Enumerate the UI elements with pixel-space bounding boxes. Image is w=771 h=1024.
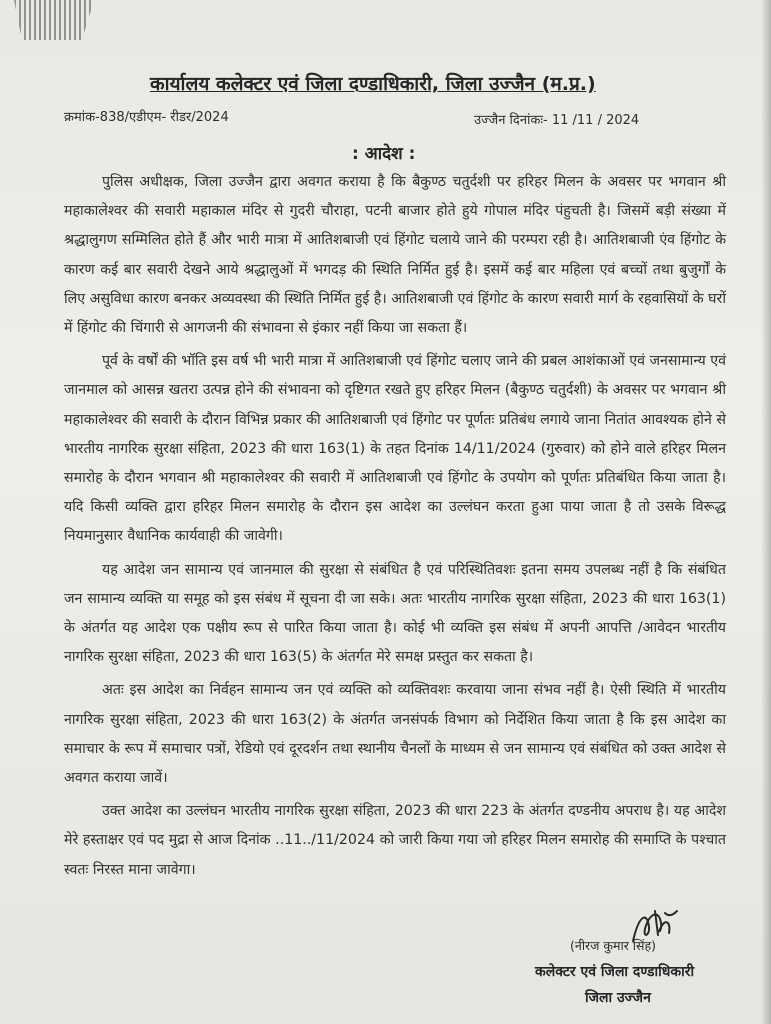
signatory-designation: कलेक्टर एवं जिला दण्डाधिकारी <box>535 964 695 980</box>
order-body <box>64 168 726 889</box>
order-date: उज्जैन दिनांकः- 11 /11 / 2024 <box>474 113 640 128</box>
signatory-name: (नीरज कुमार सिंह) <box>570 938 657 953</box>
page-shadow <box>761 0 771 1024</box>
scan-artifact <box>14 0 94 40</box>
signatory-district: जिला उज्जैन <box>585 990 651 1006</box>
order-heading: : आदेश : <box>352 144 416 164</box>
office-title: कार्यालय कलेक्टर एवं जिला दण्डाधिकारी, जिला उज्जैन (म.प्र.) <box>150 73 596 95</box>
paragraph-1: पुलिस अधीक्षक, जिला उज्जैन द्वारा अवगत कराया है कि बैकुण्ठ चतुर्दशी पर हरिहर मिलन के अवसर पर भगवान श्री महाकालेश्वर की सवारी महाकाल मंदिर से गुदरी चौराहा, पटनी बाजार होते हुये गोपाल मंदिर पंहुचती है। जिसमें बड़ी संख्या में श्रद्धालुगण सम्मिलित होते हैं और भारी मात्रा में आतिशबाजी एवं हिंगोट चलाये जाने की परम्परा रही है। आतिशबाजी एंव हिंगोट के कारण कई बार सवारी देखने आये श्रद्धालुओं में भगदड़ की स्थिति निर्मित हुई है। इसमें कई बार महिला एवं बच्चों तथा बुजुर्गों के लिए असुविधा कारण बनकर अव्यवस्था की स्थिति निर्मित हुई है। आतिशबाजी एवं हिंगोट के कारण सवारी मार्ग के रहवासियों के घरों में हिंगोट की चिंगारी से आगजनी की संभावना से इंकार नहीं किया जा सकता हैं। <box>64 174 726 337</box>
reference-number: क्रमांक-838/एडीएम- रीडर/2024 <box>64 110 229 125</box>
paragraph-3: यह आदेश जन सामान्य एवं जानमाल की सुरक्षा से संबंधित है एवं परिस्थितिवशः इतना समय उपलब्ध नहीं है कि संबंधित जन सामान्य व्यक्ति या समूह को इस संबंध में सूचना दी जा सके। अतः भारतीय नागरिक सुरक्षा संहिता, 2023 की धारा 163(1) के अंतर्गत यह आदेश एक पक्षीय रूप से पारित किया जाता है। कोई भी व्यक्ति इस संबंध में अपनी आपत्ति /आवेदन भारतीय नागरिक सुरक्षा संहिता, 2023 की धारा 163(5) के अंतर्गत मेरे समक्ष प्रस्तुत कर सकता है। <box>64 561 726 666</box>
paragraph-2: पूर्व के वर्षों की भॉति इस वर्ष भी भारी मात्रा में आतिशबाजी एवं हिंगोट चलाए जाने की प्रबल आशंकाओं एवं जनसामान्य एवं जानमाल को आसन्न खतरा उत्पन्न होने की संभावना को दृष्टिगत रखते हुए हरिहर मिलन (बैकुण्ठ चतुर्दशी) के अवसर पर भगवान श्री महाकालेश्वर की सवारी के दौरान विभिन्न प्रकार की आतिशबाजी एवं हिंगोट पर पूर्णतः प्रतिबंध लगाये जाना नितांत आवश्यक होने से भारतीय नागरिक सुरक्षा संहिता, 2023 की धारा 163(1) के तहत दिनांक 14/11/2024 (गुरुवार) को होने वाले हरिहर मिलन समारोह के दौरान भगवान श्री महाकालेश्वर की सवारी में आतिशबाजी एवं हिंगोट के उपयोग को पूर्णतः प्रतिबंधित किया जाता है। यदि किसी व्यक्ति द्वारा हरिहर मिलन समारोह के दौरान इस आदेश का उल्लंघन करता हुआ पाया जाता है तो उसके विरूद्ध नियमानुसार वैधानिक कार्यवाही की जावेगी। <box>64 353 727 545</box>
paragraph-4: अतः इस आदेश का निर्वहन सामान्य जन एवं व्यक्ति को व्यक्तिवशः करवाया जाना संभव नहीं है। ऐसी स्थिति में भारतीय नागरिक सुरक्षा संहिता, 2023 की धारा 163(2) के अंतर्गत जनसंपर्क विभाग को निर्देशित किया जाता है कि इस आदेश का समाचार के रूप में समाचार पत्रों, रेडियो एवं दूरदर्शन तथा स्थानीय चैनलों के माध्यम से जन सामान्य एवं संबंधित को उक्त आदेश से अवगत कराया जावें। <box>64 682 726 787</box>
paragraph-5: उक्त आदेश का उल्लंघन भारतीय नागरिक सुरक्षा संहिता, 2023 की धारा 223 के अंतर्गत दण्डनीय अपराध है। यह आदेश मेरे हस्ताक्षर एवं पद मुद्रा से आज दिनांक ..11../11/2024 को जारी किया गया जो हरिहर मिलन समारोह की समाप्ति के पश्चात स्वतः निरस्त माना जावेगा। <box>64 803 726 878</box>
